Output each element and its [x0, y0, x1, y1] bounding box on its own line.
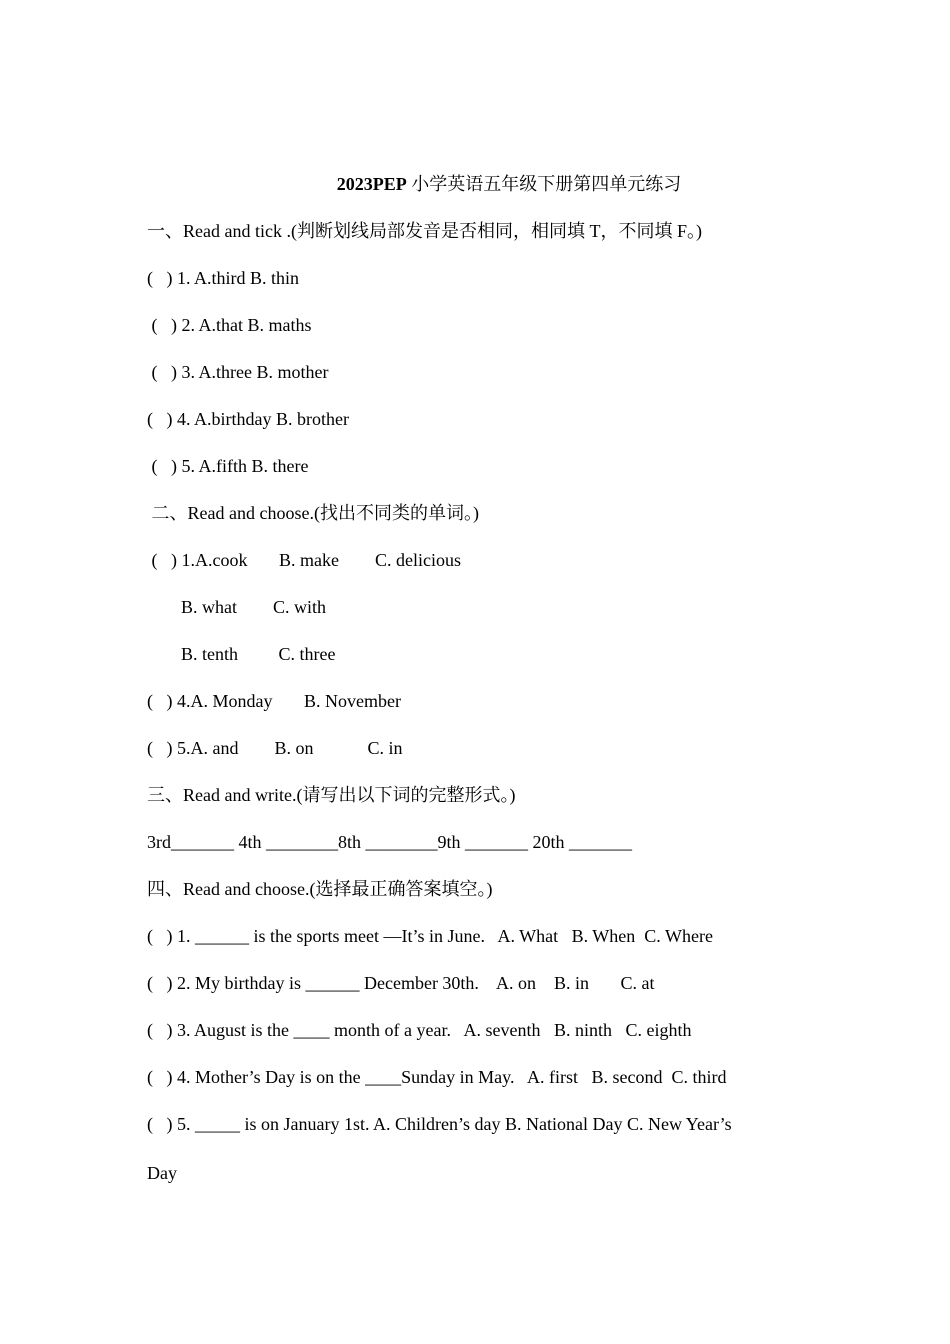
section-4-item-5: ( ) 5. _____ is on January 1st. A. Children’s day B. National Day C. New Year’s [147, 1114, 732, 1134]
section-1-item-1: ( ) 1. A.third B. thin [147, 268, 299, 288]
worksheet-title [0, 173, 950, 195]
section-1-item-2: ( ) 2. A.that B. maths [147, 315, 312, 335]
section-4-item-5-continued: Day [147, 1163, 177, 1183]
section-2-item-5: ( ) 5.A. and B. on C. in [147, 738, 403, 758]
section-2-item-2: B. what C. with [181, 597, 327, 617]
section-4-item-2: ( ) 2. My birthday is ______ December 30th. A. on B. in C. at [147, 973, 655, 993]
section-4-item-3: ( ) 3. August is the ____ month of a year. A. seventh B. ninth C. eighth [147, 1020, 692, 1040]
section-1-heading: 一、Read and tick .(判断划线局部发音是否相同，相同填 T，不同填 F。) [147, 221, 702, 241]
section-3-blanks: 3rd_______ 4th ________8th ________9th _______ 20th _______ [147, 832, 632, 852]
section-1-item-3: ( ) 3. A.three B. mother [147, 362, 329, 382]
section-2-item-4: ( ) 4.A. Monday B. November [147, 691, 401, 711]
section-1-item-4: ( ) 4. A.birthday B. brother [147, 409, 349, 429]
section-4-item-4: ( ) 4. Mother’s Day is on the ____Sunday in May. A. first B. second C. third [147, 1067, 727, 1087]
section-2-item-1: ( ) 1.A.cook B. make C. delicious [147, 550, 461, 570]
title-text: 小学英语五年级下册第四单元练习 [406, 174, 682, 194]
section-2-item-3: B. tenth C. three [181, 644, 336, 664]
section-3-heading: 三、Read and write.(请写出以下词的完整形式。) [147, 785, 516, 805]
section-2-heading: 二、Read and choose.(找出不同类的单词。) [147, 503, 479, 523]
title-year-code: 2023PEP [336, 174, 407, 194]
section-4-heading: 四、Read and choose.(选择最正确答案填空。) [147, 879, 493, 899]
section-4-item-1: ( ) 1. ______ is the sports meet —It’s in June. A. What B. When C. Where [147, 926, 713, 946]
section-1-item-5: ( ) 5. A.fifth B. there [147, 456, 309, 476]
